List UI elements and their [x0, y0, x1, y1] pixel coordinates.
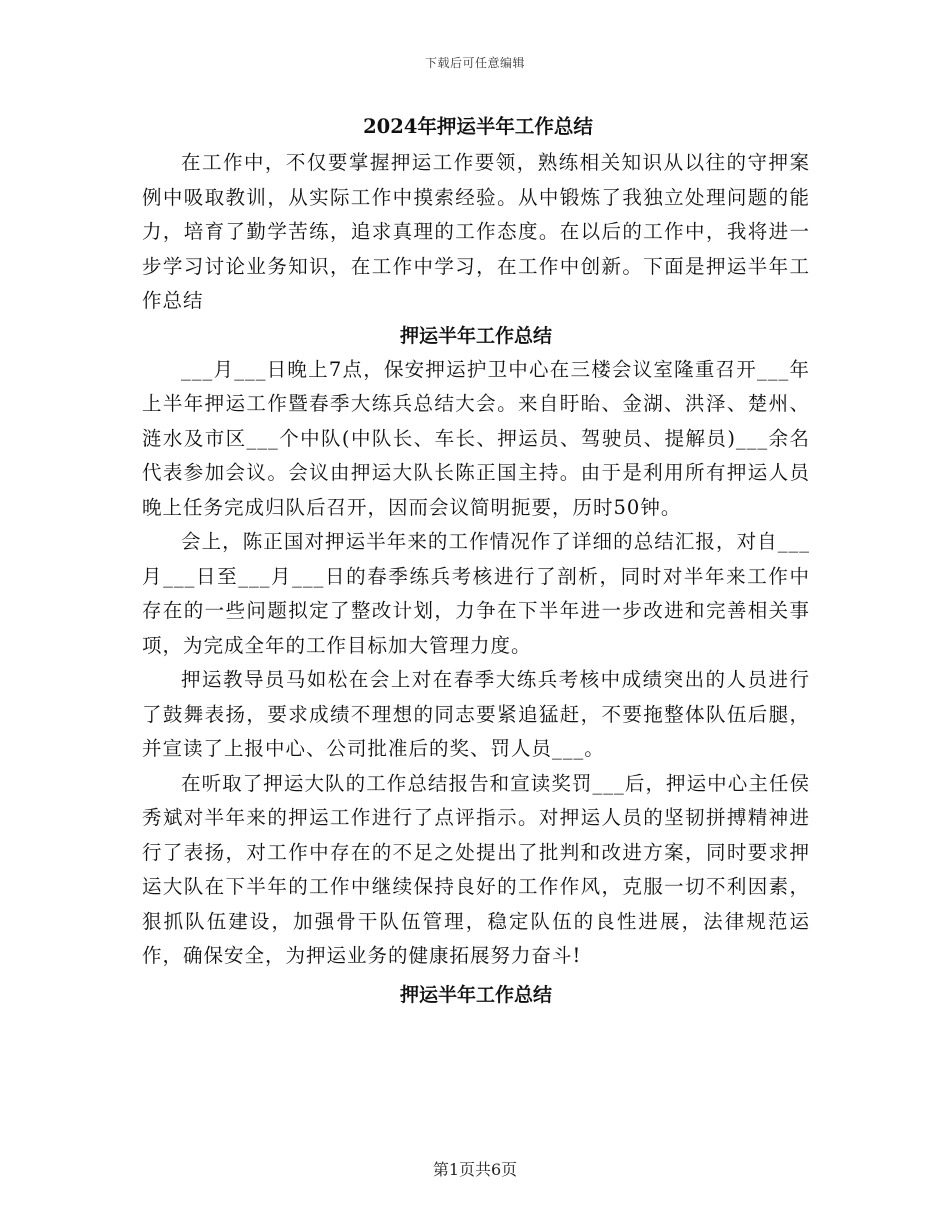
document-title: 2024年押运半年工作总结	[363, 115, 593, 138]
intro-paragraph: 在工作中，不仅要掌握押运工作要领，熟练相关知识从以往的守押案例中吸取教训，从实际工作中摸索经验。从中锻炼了我独立处理问题的能力，培育了勤学苦练，追求真理的工作态度。在以后的工作中，我将进一步学习讨论业务知识，在工作中学习，在工作中创新。下面是押运半年工作总结	[142, 151, 810, 312]
section-1-paragraph-1: ___月___日晚上7点，保安押运护卫中心在三楼会议室隆重召开___年上半年押运工作暨春季大练兵总结大会。来自盱眙、金湖、洪泽、楚州、涟水及市区___个中队(中队长、车长、押运员、驾驶员、提解员)___余名代表参加会议。会议由押运大队长陈正国主持。由于是利用所有押运人员晚上任务完成归队后召开，因而会议简明扼要，历时50钟。	[142, 357, 810, 519]
page-number: 第1页共6页	[432, 1160, 518, 1179]
section-1-paragraph-2: 会上，陈正国对押运半年来的工作情况作了详细的总结汇报，对自___月___日至___月___日的春季练兵考核进行了剖析，同时对半年来工作中存在的一些问题拟定了整改计划，力争在下半年进一步改进和完善相关事项，为完成全年的工作目标加大管理力度。	[142, 530, 810, 657]
section-heading-2: 押运半年工作总结	[399, 983, 552, 1006]
document-body	[142, 108, 810, 1012]
section-1-paragraph-3: 押运教导员马如松在会上对在春季大练兵考核中成绩突出的人员进行了鼓舞表扬，要求成绩不理想的同志要紧追猛赶，不要拖整体队伍后腿，并宣读了上报中心、公司批准后的奖、罚人员___。	[142, 668, 810, 760]
section-heading-1: 押运半年工作总结	[399, 324, 552, 347]
header-note: 下载后可任意编辑	[424, 56, 525, 70]
section-1-paragraph-4: 在听取了押运大队的工作总结报告和宣读奖罚___后，押运中心主任侯秀斌对半年来的押运工作进行了点评指示。对押运人员的坚韧拼搏精神进行了表扬，对工作中存在的不足之处提出了批判和改进方案，同时要求押运大队在下半年的工作中继续保持良好的工作作风，克服一切不利因素，狠抓队伍建设，加强骨干队伍管理，稳定队伍的良性进展，法律规范运作，确保安全，为押运业务的健康拓展努力奋斗!	[142, 771, 810, 967]
